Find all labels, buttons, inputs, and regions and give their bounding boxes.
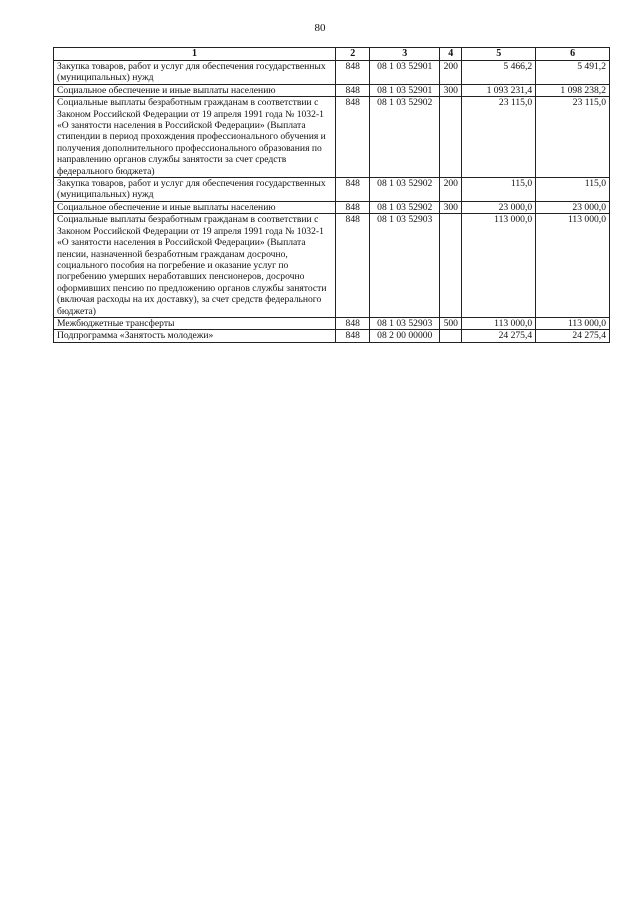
row-gr-cell: 848 (336, 317, 370, 329)
row-vr-cell: 300 (440, 84, 462, 96)
row-name-cell: Закупка товаров, работ и услуг для обеспечения государственных (муниципальных) нужд (54, 61, 336, 85)
row-sum1-cell: 1 093 231,4 (462, 84, 536, 96)
row-gr-cell: 848 (336, 84, 370, 96)
row-vr-cell: 300 (440, 201, 462, 213)
table-row (54, 330, 610, 342)
column-header-sum-1: 5 (462, 48, 536, 61)
row-vr-cell (440, 330, 462, 342)
row-name-cell: Социальные выплаты безработным гражданам в соответствии с Законом Российской Федерации от 19 апреля 1991 года № 1032-1 «О занятости населения в Российской Федерации» (Выплата стипендии в период прохождения профессионального обучения и получения дополнительного профессионального образования по направлению органов службы занятости за счет средств федерального бюджета) (54, 97, 336, 178)
row-sum2-cell: 5 491,2 (536, 61, 610, 85)
column-header-gr: 2 (336, 48, 370, 61)
row-csr-cell: 08 1 03 52902 (370, 97, 440, 178)
row-gr-cell: 848 (336, 201, 370, 213)
column-header-vr: 4 (440, 48, 462, 61)
row-sum1-cell: 24 275,4 (462, 330, 536, 342)
row-csr-cell: 08 1 03 52903 (370, 214, 440, 318)
row-gr-cell: 848 (336, 61, 370, 85)
row-sum2-cell: 115,0 (536, 178, 610, 202)
row-name-cell: Подпрограмма «Занятость молодежи» (54, 330, 336, 342)
row-name-cell: Социальное обеспечение и иные выплаты населению (54, 84, 336, 96)
page-number: 80 (314, 22, 326, 34)
row-csr-cell: 08 1 03 52902 (370, 178, 440, 202)
row-sum2-cell: 113 000,0 (536, 214, 610, 318)
row-sum2-cell: 1 098 238,2 (536, 84, 610, 96)
row-gr-cell: 848 (336, 97, 370, 178)
row-csr-cell: 08 1 03 52902 (370, 201, 440, 213)
row-sum2-cell: 113 000,0 (536, 317, 610, 329)
row-vr-cell (440, 214, 462, 318)
row-csr-cell: 08 1 03 52903 (370, 317, 440, 329)
row-sum1-cell: 23 115,0 (462, 97, 536, 178)
budget-table (53, 47, 610, 343)
row-csr-cell: 08 1 03 52901 (370, 61, 440, 85)
table-row (54, 178, 610, 202)
table-row (54, 84, 610, 96)
row-name-cell: Межбюджетные трансферты (54, 317, 336, 329)
row-sum2-cell: 24 275,4 (536, 330, 610, 342)
row-gr-cell: 848 (336, 178, 370, 202)
table-row (54, 201, 610, 213)
row-sum1-cell: 23 000,0 (462, 201, 536, 213)
row-gr-cell: 848 (336, 214, 370, 318)
row-sum1-cell: 113 000,0 (462, 214, 536, 318)
table-row (54, 317, 610, 329)
table-row (54, 97, 610, 178)
row-sum1-cell: 115,0 (462, 178, 536, 202)
column-header-name: 1 (54, 48, 336, 61)
column-header-csr: 3 (370, 48, 440, 61)
row-sum1-cell: 113 000,0 (462, 317, 536, 329)
column-header-sum-2: 6 (536, 48, 610, 61)
row-vr-cell (440, 97, 462, 178)
table-header-row (54, 48, 610, 61)
row-sum2-cell: 23 115,0 (536, 97, 610, 178)
table-row (54, 214, 610, 318)
row-name-cell: Социальные выплаты безработным гражданам в соответствии с Законом Российской Федерации от 19 апреля 1991 года № 1032-1 «О занятости населения в Российской Федерации» (Выплата пенсии, назначенной безработным гражданам досрочно, социального пособия на погребение и оказание услуг по погребению умерших неработавших пенсионеров, досрочно оформивших пенсию по предложению органов службы занятости (включая расходы на их доставку), за счет средств федерального бюджета) (54, 214, 336, 318)
row-csr-cell: 08 1 03 52901 (370, 84, 440, 96)
row-name-cell: Социальное обеспечение и иные выплаты населению (54, 201, 336, 213)
row-gr-cell: 848 (336, 330, 370, 342)
row-sum2-cell: 23 000,0 (536, 201, 610, 213)
row-vr-cell: 200 (440, 178, 462, 202)
table-row (54, 61, 610, 85)
row-vr-cell: 200 (440, 61, 462, 85)
row-sum1-cell: 5 466,2 (462, 61, 536, 85)
row-name-cell: Закупка товаров, работ и услуг для обеспечения государственных (муниципальных) нужд (54, 178, 336, 202)
row-vr-cell: 500 (440, 317, 462, 329)
row-csr-cell: 08 2 00 00000 (370, 330, 440, 342)
